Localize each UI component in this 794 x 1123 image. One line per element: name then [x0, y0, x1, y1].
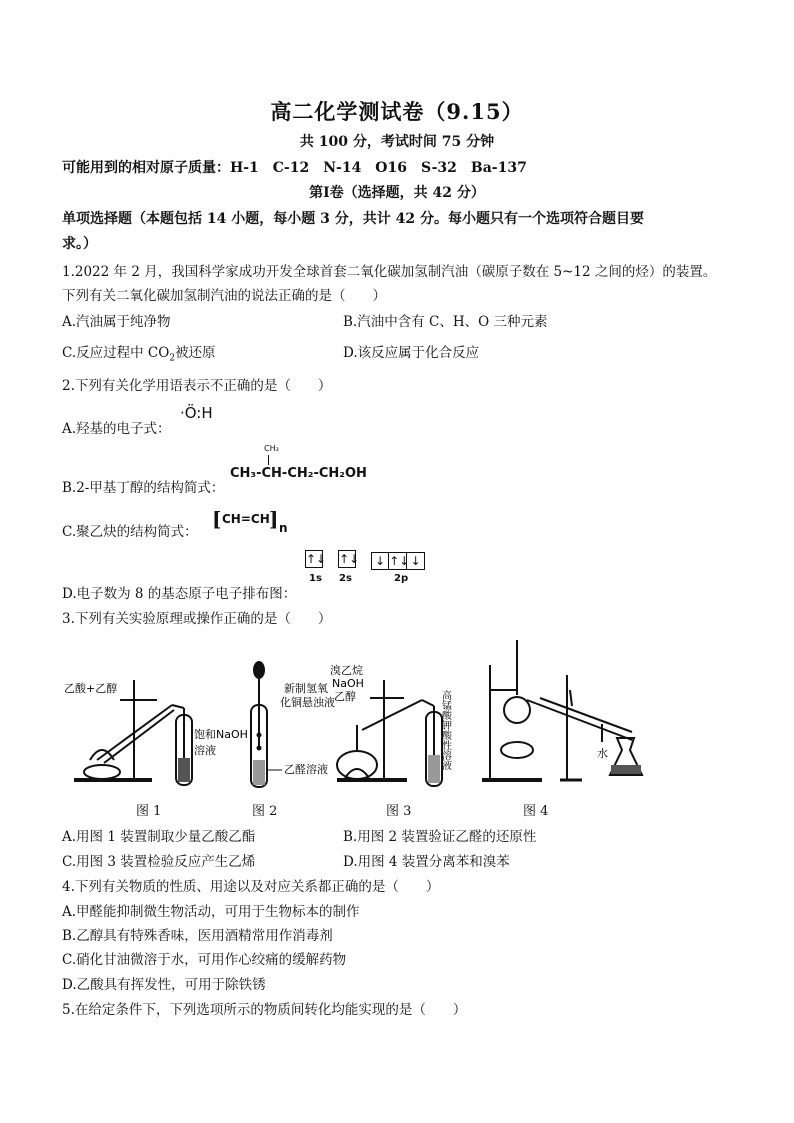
- q2-option-b-branch: CH₃: [264, 444, 279, 453]
- figure-3-label-reagent-2: NaOH: [332, 677, 364, 690]
- q2-option-b-bond: [268, 455, 269, 465]
- section-heading: 第Ⅰ卷（选择题，共 42 分）: [309, 185, 485, 201]
- page-title: 高二化学测试卷（9.15）: [270, 99, 524, 124]
- orbital-2p-label: 2p: [394, 573, 409, 584]
- q3-option-b: B.用图 2 装置验证乙醛的还原性: [343, 829, 537, 845]
- q3-option-d: D.用图 4 装置分离苯和溴苯: [343, 854, 510, 870]
- figure-1-caption: 图 1: [136, 804, 162, 819]
- q3-option-c: C.用图 3 装置检验反应产生乙烯: [62, 854, 256, 870]
- figure-1-label-solution-1: 饱和NaOH: [194, 728, 248, 741]
- q1-option-d: D.该反应属于化合反应: [343, 345, 480, 361]
- q2-option-c-formula: CH=CH: [222, 512, 270, 526]
- q1-option-c-post: 被还原: [175, 345, 216, 361]
- orbital-2p-box: ↓: [371, 552, 389, 570]
- q3-stem: 3.下列有关实验原理或操作正确的是（ ）: [62, 611, 332, 627]
- instructions-line2: 求。）: [62, 236, 97, 252]
- figure-3-caption: 图 3: [386, 804, 412, 819]
- q2-option-d-label: D.电子数为 8 的基态原子电子排布图：: [62, 586, 297, 602]
- q1-option-c-pre: C.反应过程中 CO: [62, 345, 170, 361]
- q2-option-b-label: B.2-甲基丁醇的结构简式：: [62, 480, 225, 496]
- figure-3-label-reagent-1: 溴乙烷: [330, 664, 363, 677]
- figure-2-apparatus: [251, 662, 282, 787]
- orbital-diagram: [305, 550, 425, 570]
- q2-option-c-n: n: [279, 521, 288, 535]
- instructions-line1: 单项选择题（本题包括 14 小题，每小题 3 分，共计 42 分。每小题只有一个选项符合题目要: [62, 211, 644, 227]
- atomic-mass-line: 可能用到的相对原子质量：H-1 C-12 N-14 O16 S-32 Ba-137: [62, 160, 527, 176]
- q2-stem: 2.下列有关化学用语表示不正确的是（ ）: [62, 378, 332, 394]
- q2-option-c-bracket-right: ]: [269, 507, 279, 531]
- orbital-2s-label: 2s: [339, 573, 352, 584]
- orbital-1s-label: 1s: [309, 573, 322, 584]
- figure-4-caption: 图 4: [523, 804, 549, 819]
- q2-option-c-label: C.聚乙炔的结构简式：: [62, 524, 198, 540]
- figure-1-apparatus: [74, 680, 192, 785]
- figure-4-label-water: 水: [597, 747, 608, 760]
- figure-4-apparatus: [482, 640, 642, 780]
- figure-1-label-solution-2: 溶液: [194, 744, 216, 757]
- q1-option-c: [62, 341, 216, 364]
- figure-2-label-reagent-2: 化铜悬浊液: [280, 696, 335, 709]
- q4-option-c: C.硝化甘油微溶于水，可用作心绞痛的缓解药物: [62, 952, 347, 968]
- q1-stem-line2: 下列有关二氧化碳加氢制汽油的说法正确的是（ ）: [62, 288, 386, 304]
- q2-option-a-formula: ·Ö:H: [180, 404, 213, 422]
- q2-option-b-formula: CH₃-CH-CH₂-CH₂OH: [230, 466, 367, 481]
- figure-2-label-reagent-1: 新制氢氧: [284, 682, 328, 695]
- q4-option-d: D.乙酸具有挥发性，可用于除铁锈: [62, 977, 266, 993]
- orbital-2p-box: ↑↓: [389, 554, 410, 568]
- q1-option-c-sub: 2: [169, 353, 176, 364]
- q5-stem: 5.在给定条件下，下列选项所示的物质间转化均能实现的是（ ）: [62, 1002, 467, 1018]
- figure-3-label-side: 高锰酸钾酸性溶液: [439, 690, 451, 770]
- q2-option-c-bracket-left: [: [212, 507, 222, 531]
- q1-option-b: B.汽油中含有 C、H、O 三种元素: [343, 314, 548, 330]
- q1-option-a: A.汽油属于纯净物: [62, 314, 171, 330]
- orbital-1s-box: ↑↓: [306, 552, 327, 566]
- q1-stem-line1: 1.2022 年 2 月，我国科学家成功开发全球首套二氧化碳加氢制汽油（碳原子数在 5~12 之间的烃）的装置。: [62, 264, 717, 280]
- q2-option-a-label: A.羟基的电子式：: [62, 421, 171, 437]
- orbital-2p-group: [371, 552, 425, 570]
- q3-option-a: A.用图 1 装置制取少量乙酸乙酯: [62, 829, 256, 845]
- figure-3-label-reagent-3: 乙醇: [334, 690, 356, 703]
- figure-2-caption: 图 2: [252, 804, 278, 819]
- q4-option-b: B.乙醇具有特殊香味，医用酒精常用作消毒剂: [62, 928, 333, 944]
- orbital-2s-box: ↑↓: [339, 552, 360, 566]
- orbital-2p-box: ↓: [407, 552, 425, 570]
- score-time: 共 100 分，考试时间 75 分钟: [299, 134, 495, 150]
- q4-option-a: A.甲醛能抑制微生物活动，可用于生物标本的制作: [62, 904, 360, 920]
- figure-1-label-reactants: 乙酸+乙醇: [64, 682, 118, 695]
- experiment-figures: [62, 630, 762, 795]
- figure-2-label-reagent-3: 乙醛溶液: [284, 763, 328, 776]
- q4-stem: 4.下列有关物质的性质、用途以及对应关系都正确的是（ ）: [62, 879, 440, 895]
